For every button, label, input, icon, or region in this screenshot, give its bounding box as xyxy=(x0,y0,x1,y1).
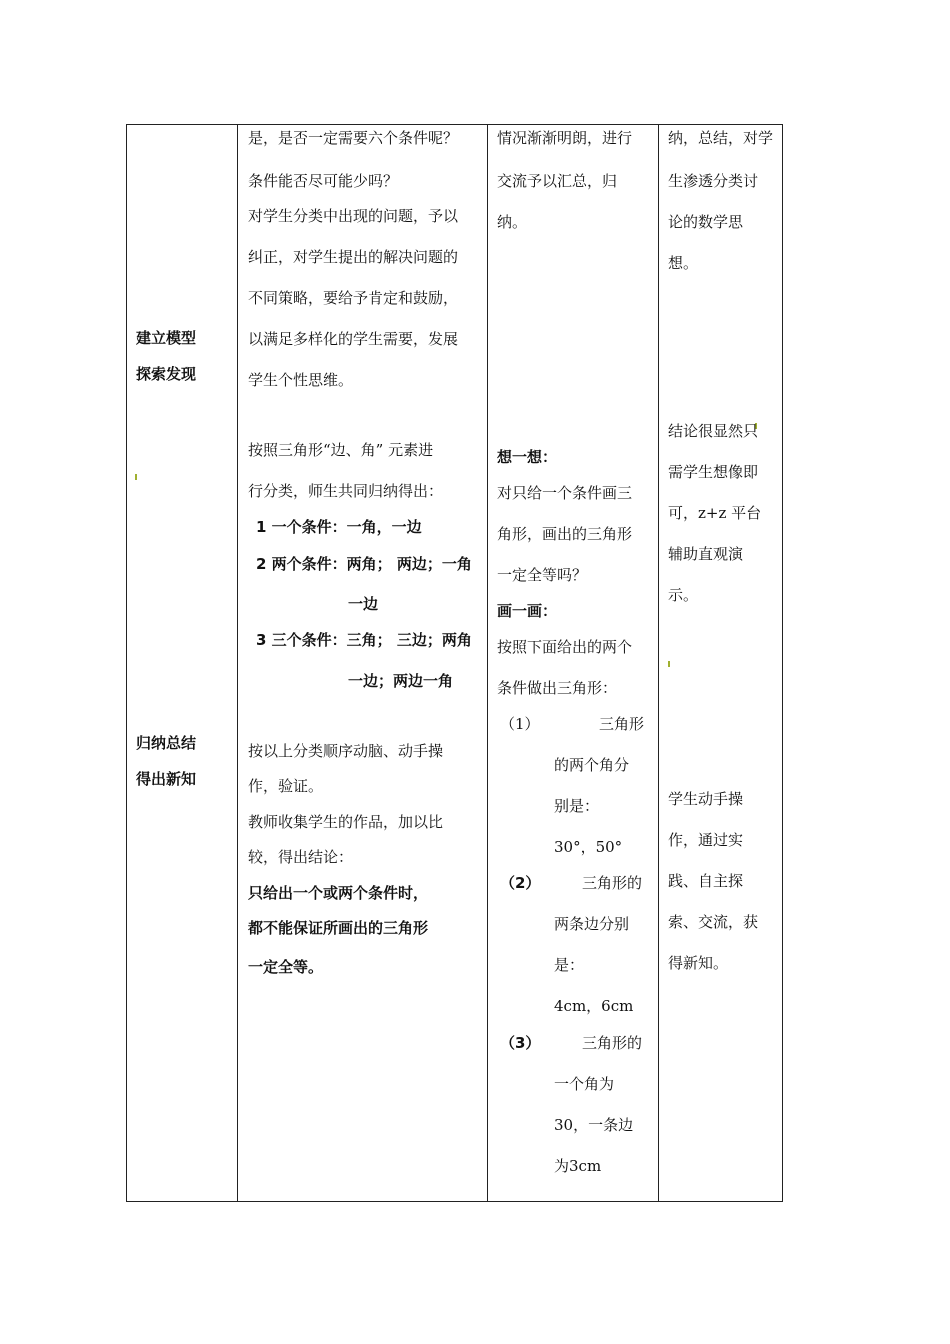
text-line: 需学生想像即 xyxy=(668,463,759,481)
text-line: 30，一条边 xyxy=(554,1116,634,1134)
stage-label: 建立模型 xyxy=(136,329,197,347)
stage-label: 探索发现 xyxy=(136,365,197,383)
table-row xyxy=(127,125,783,1202)
condition-one: 1 一个条件：一角，一边 xyxy=(256,518,422,536)
text-line: 的两个角分 xyxy=(554,756,630,774)
text-line: 两条边分别 xyxy=(554,915,630,933)
draw-heading: 画一画： xyxy=(497,602,558,620)
mark-dot xyxy=(668,661,670,667)
text-line: 教师收集学生的作品，加以比 xyxy=(248,813,444,831)
text-line: 三角形 xyxy=(599,715,645,733)
text-line: 交流予以汇总，归 xyxy=(497,172,618,190)
text-line: 践、自主探 xyxy=(668,872,744,890)
text-line: 学生动手操 xyxy=(668,790,744,808)
text-line: 三角形的 xyxy=(582,874,643,892)
conclusion-line: 只给出一个或两个条件时， xyxy=(248,884,429,902)
conclusion-line: 都不能保证所画出的三角形 xyxy=(248,919,429,937)
teacher-activity-column xyxy=(238,125,488,1202)
text-line: 纳。 xyxy=(497,213,528,231)
condition-three-cont: 一边；两边一角 xyxy=(348,672,454,690)
text-line: 以满足多样化的学生需要，发展 xyxy=(248,330,459,348)
text-line: 条件能否尽可能少吗？ xyxy=(248,172,399,190)
text-line: 辅助直观演 xyxy=(668,545,744,563)
text-line: 结论很显然只 xyxy=(668,422,759,440)
item-number: （1） xyxy=(500,715,540,733)
conclusion-line: 一定全等。 xyxy=(248,958,324,976)
think-heading: 想一想： xyxy=(497,448,558,466)
condition-two-cont: 一边 xyxy=(348,595,379,613)
condition-two: 2 两个条件：两角； 两边；一角 xyxy=(256,555,472,573)
lesson-plan-table xyxy=(126,124,783,1202)
text-line: 纳，总结，对学 xyxy=(668,129,774,147)
condition-three: 3 三个条件：三角； 三边；两角 xyxy=(256,631,472,649)
text-line: 按照下面给出的两个 xyxy=(497,638,633,656)
text-line: 索、交流，获 xyxy=(668,913,759,931)
text-line: 学生个性思维。 xyxy=(248,371,354,389)
text-line: 作，验证。 xyxy=(248,777,324,795)
text-line: 情况渐渐明朗，进行 xyxy=(497,129,633,147)
mark-dot xyxy=(135,474,137,480)
text-line: 4cm，6cm xyxy=(554,997,634,1015)
stage-column xyxy=(127,125,238,1202)
stage-label: 归纳总结 xyxy=(136,734,197,752)
text-line: 为3cm xyxy=(554,1157,602,1175)
text-line: 30°，50° xyxy=(554,838,623,856)
text-line: 是，是否一定需要六个条件呢？ xyxy=(248,129,459,147)
text-line: 不同策略，要给予肯定和鼓励， xyxy=(248,289,459,307)
text-line: 对学生分类中出现的问题，予以 xyxy=(248,207,459,225)
text-line: 想。 xyxy=(668,254,699,272)
text-line: 对只给一个条件画三 xyxy=(497,484,633,502)
student-activity-column xyxy=(488,125,659,1202)
text-line: 是： xyxy=(554,956,585,974)
item-number: （3） xyxy=(500,1034,541,1052)
item-number: （2） xyxy=(500,874,541,892)
text-line: 论的数学思 xyxy=(668,213,744,231)
text-line: 条件做出三角形： xyxy=(497,679,618,697)
text-line: 较，得出结论： xyxy=(248,848,354,866)
design-intent-column xyxy=(659,125,783,1202)
text-line: 按以上分类顺序动脑、动手操 xyxy=(248,742,444,760)
stage-label: 得出新知 xyxy=(136,770,197,788)
text-line: 一定全等吗？ xyxy=(497,566,588,584)
text-line: 作，通过实 xyxy=(668,831,744,849)
text-line: 别是： xyxy=(554,797,600,815)
text-line: 可，z+z 平台 xyxy=(668,504,762,522)
text-line: 一个角为 xyxy=(554,1075,615,1093)
text-line: 行分类，师生共同归纳得出： xyxy=(248,482,444,500)
text-line: 纠正，对学生提出的解决问题的 xyxy=(248,248,459,266)
text-line: 示。 xyxy=(668,586,699,604)
text-line: 得新知。 xyxy=(668,954,729,972)
text-line: 角形，画出的三角形 xyxy=(497,525,633,543)
text-line: 生渗透分类讨 xyxy=(668,172,759,190)
text-line: 按照三角形“边、角” 元素进 xyxy=(248,441,434,459)
text-line: 三角形的 xyxy=(582,1034,643,1052)
